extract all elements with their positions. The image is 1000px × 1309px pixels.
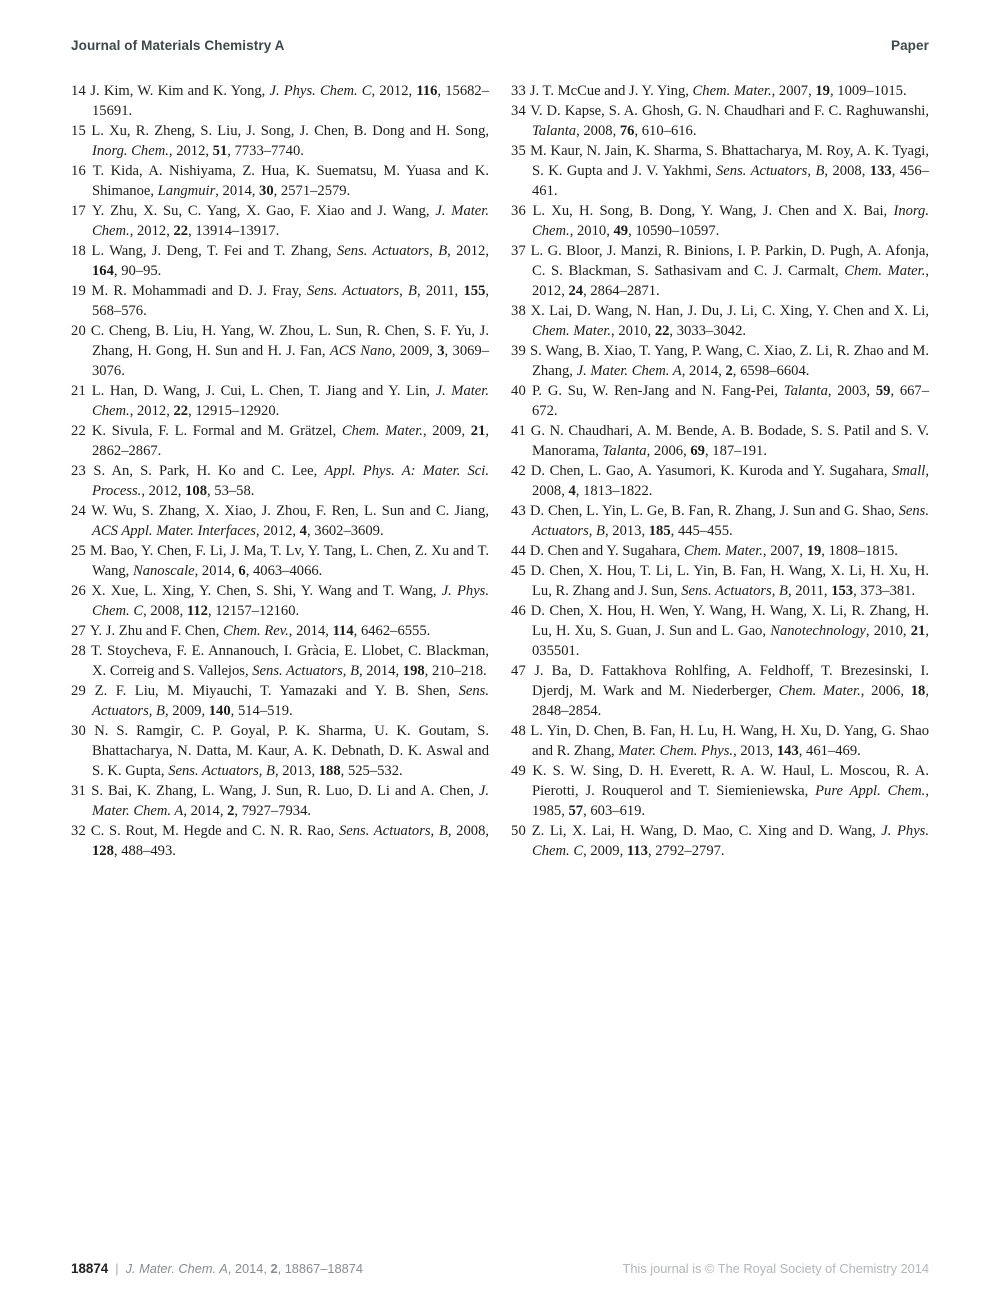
reference-number: 32 xyxy=(71,823,91,839)
reference-number: 48 xyxy=(511,723,531,739)
page-number: 18874 xyxy=(71,1261,109,1276)
reference-item: 47 J. Ba, D. Fattakhova Rohlfing, A. Feldhoff, T. Brezesinski, I. Djerdj, M. Wark and M. Niederberger, Chem. Mater., 2006, 18, 2848–2854. xyxy=(511,663,929,719)
reference-item: 28 T. Stoycheva, F. E. Annanouch, I. Gràcia, E. Llobet, C. Blackman, X. Correig and S. Vallejos, Sens. Actuators, B, 2014, 198, 210–218. xyxy=(71,643,490,679)
reference-number: 21 xyxy=(71,383,92,399)
reference-number: 22 xyxy=(71,423,92,439)
reference-number: 47 xyxy=(511,663,535,679)
page-header xyxy=(71,38,929,53)
footer-separator: | xyxy=(115,1261,119,1276)
reference-number: 49 xyxy=(511,763,533,779)
reference-item: 17 Y. Zhu, X. Su, C. Yang, X. Gao, F. Xiao and J. Wang, J. Mater. Chem., 2012, 22, 13914–13917. xyxy=(71,203,489,239)
reference-item: 34 V. D. Kapse, S. A. Ghosh, G. N. Chaudhari and F. C. Raghuwanshi, Talanta, 2008, 76, 610–616. xyxy=(511,103,930,139)
reference-number: 30 xyxy=(71,723,95,739)
reference-number: 44 xyxy=(511,543,530,559)
reference-number: 42 xyxy=(511,463,531,479)
reference-number: 38 xyxy=(511,303,531,319)
reference-number: 39 xyxy=(511,343,531,359)
reference-item: 14 J. Kim, W. Kim and K. Yong, J. Phys. Chem. C, 2012, 116, 15682–15691. xyxy=(71,83,490,119)
reference-item: 18 L. Wang, J. Deng, T. Fei and T. Zhang, Sens. Actuators, B, 2012, 164, 90–95. xyxy=(71,243,489,279)
reference-number: 26 xyxy=(71,583,92,599)
reference-item: 16 T. Kida, A. Nishiyama, Z. Hua, K. Suematsu, M. Yuasa and K. Shimanoe, Langmuir, 2014, 30, 2571–2579. xyxy=(71,163,489,199)
reference-item: 31 S. Bai, K. Zhang, L. Wang, J. Sun, R. Luo, D. Li and A. Chen, J. Mater. Chem. A, 2014, 2, 7927–7934. xyxy=(71,783,490,819)
reference-number: 35 xyxy=(511,143,531,159)
journal-title: Journal of Materials Chemistry A xyxy=(71,38,285,53)
references-column-left xyxy=(71,81,489,861)
reference-number: 27 xyxy=(71,623,90,639)
reference-item: 19 M. R. Mohammadi and D. J. Fray, Sens. Actuators, B, 2011, 155, 568–576. xyxy=(71,283,490,319)
reference-item: 44 D. Chen and Y. Sugahara, Chem. Mater., 2007, 19, 1808–1815. xyxy=(511,543,898,559)
reference-number: 41 xyxy=(511,423,531,439)
journal-citation: J. Mater. Chem. A, 2014, 2, 18867–18874 xyxy=(125,1261,363,1276)
reference-item: 39 S. Wang, B. Xiao, T. Yang, P. Wang, C. Xiao, Z. Li, R. Zhao and M. Zhang, J. Mater. Chem. A, 2014, 2, 6598–6604. xyxy=(511,343,929,379)
reference-item: 21 L. Han, D. Wang, J. Cui, L. Chen, T. Jiang and Y. Lin, J. Mater. Chem., 2012, 22, 12915–12920. xyxy=(71,383,489,419)
reference-item: 50 Z. Li, X. Lai, H. Wang, D. Mao, C. Xing and D. Wang, J. Phys. Chem. C, 2009, 113, 2792–2797. xyxy=(511,823,930,859)
reference-number: 17 xyxy=(71,203,92,219)
reference-item: 49 K. S. W. Sing, D. H. Everett, R. A. W. Haul, L. Moscou, R. A. Pierotti, J. Rouquerol and T. Siemieniewska, Pure Appl. Chem., 1985, 57, 603–619. xyxy=(511,763,929,819)
reference-number: 36 xyxy=(511,203,533,219)
reference-number: 46 xyxy=(511,603,531,619)
reference-item: 45 D. Chen, X. Hou, T. Li, L. Yin, B. Fan, H. Wang, X. Li, H. Xu, H. Lu, R. Zhang and J. Sun, Sens. Actuators, B, 2011, 153, 373–381. xyxy=(511,563,929,599)
reference-item: 48 L. Yin, D. Chen, B. Fan, H. Lu, H. Wang, H. Xu, D. Yang, G. Shao and R. Zhang, Mater. Chem. Phys., 2013, 143, 461–469. xyxy=(511,723,929,759)
reference-number: 45 xyxy=(511,563,531,579)
reference-number: 29 xyxy=(71,683,95,699)
reference-number: 33 xyxy=(511,83,530,99)
reference-item: 43 D. Chen, L. Yin, L. Ge, B. Fan, R. Zhang, J. Sun and G. Shao, Sens. Actuators, B, 2013, 185, 445–455. xyxy=(511,503,930,539)
reference-item: 33 J. T. McCue and J. Y. Ying, Chem. Mater., 2007, 19, 1009–1015. xyxy=(511,83,907,99)
reference-number: 40 xyxy=(511,383,532,399)
reference-item: 36 L. Xu, H. Song, B. Dong, Y. Wang, J. Chen and X. Bai, Inorg. Chem., 2010, 49, 10590–10597. xyxy=(511,203,929,239)
article-type-label: Paper xyxy=(890,38,929,53)
footer-citation-block xyxy=(71,1261,363,1276)
reference-number: 37 xyxy=(511,243,531,259)
reference-item: 26 X. Xue, L. Xing, Y. Chen, S. Shi, Y. Wang and T. Wang, J. Phys. Chem. C, 2008, 112, 12157–12160. xyxy=(71,583,489,619)
reference-item: 22 K. Sivula, F. L. Formal and M. Grätzel, Chem. Mater., 2009, 21, 2862–2867. xyxy=(71,423,490,459)
reference-item: 15 L. Xu, R. Zheng, S. Liu, J. Song, J. Chen, B. Dong and H. Song, Inorg. Chem., 2012, 51, 7733–7740. xyxy=(71,123,490,159)
reference-item: 32 C. S. Rout, M. Hegde and C. N. R. Rao, Sens. Actuators, B, 2008, 128, 488–493. xyxy=(71,823,490,859)
reference-item: 30 N. S. Ramgir, C. P. Goyal, P. K. Sharma, U. K. Goutam, S. Bhattacharya, N. Datta, M. Kaur, A. K. Debnath, D. K. Aswal and S. K. Gupta, Sens. Actuators, B, 2013, 188, 525–532. xyxy=(71,723,490,779)
reference-number: 20 xyxy=(71,323,91,339)
reference-number: 16 xyxy=(71,163,93,179)
references-section xyxy=(71,81,929,861)
reference-number: 23 xyxy=(71,463,94,479)
reference-item: 27 Y. J. Zhu and F. Chen, Chem. Rev., 2014, 114, 6462–6555. xyxy=(71,623,431,639)
reference-number: 43 xyxy=(511,503,530,519)
reference-number: 19 xyxy=(71,283,92,299)
reference-number: 34 xyxy=(511,103,531,119)
copyright-notice: This journal is © The Royal Society of Chemistry 2014 xyxy=(622,1261,929,1276)
reference-item: 25 M. Bao, Y. Chen, F. Li, J. Ma, T. Lv, Y. Tang, L. Chen, Z. Xu and T. Wang, Nanoscale, 2014, 6, 4063–4066. xyxy=(71,543,490,579)
page-footer xyxy=(71,1261,929,1276)
reference-item: 20 C. Cheng, B. Liu, H. Yang, W. Zhou, L. Sun, R. Chen, S. F. Yu, J. Zhang, H. Gong, H. Sun and H. J. Fan, ACS Nano, 2009, 3, 3069–3076. xyxy=(71,323,490,379)
reference-number: 25 xyxy=(71,543,91,559)
reference-item: 24 W. Wu, S. Zhang, X. Xiao, J. Zhou, F. Ren, L. Sun and C. Jiang, ACS Appl. Mater. Interfaces, 2012, 4, 3602–3609. xyxy=(71,503,490,539)
references-column-right xyxy=(511,81,929,861)
reference-item: 37 L. G. Bloor, J. Manzi, R. Binions, I. P. Parkin, D. Pugh, A. Afonja, C. S. Blackman, S. Sathasivam and C. J. Carmalt, Chem. Mater., 2012, 24, 2864–2871. xyxy=(511,243,930,299)
reference-item: 23 S. An, S. Park, H. Ko and C. Lee, Appl. Phys. A: Mater. Sci. Process., 2012, 108, 53–58. xyxy=(71,463,489,499)
reference-item: 38 X. Lai, D. Wang, N. Han, J. Du, J. Li, C. Xing, Y. Chen and X. Li, Chem. Mater., 2010, 22, 3033–3042. xyxy=(511,303,929,339)
reference-item: 46 D. Chen, X. Hou, H. Wen, Y. Wang, H. Wang, X. Li, R. Zhang, H. Lu, H. Xu, S. Guan, J. Sun and L. Gao, Nanotechnology, 2010, 21, 035501. xyxy=(511,603,929,659)
reference-number: 50 xyxy=(511,823,532,839)
reference-number: 28 xyxy=(71,643,91,659)
reference-item: 40 P. G. Su, W. Ren-Jang and N. Fang-Pei, Talanta, 2003, 59, 667–672. xyxy=(511,383,930,419)
reference-item: 42 D. Chen, L. Gao, A. Yasumori, K. Kuroda and Y. Sugahara, Small, 2008, 4, 1813–1822. xyxy=(511,463,929,499)
reference-number: 15 xyxy=(71,123,92,139)
reference-number: 31 xyxy=(71,783,92,799)
reference-item: 35 M. Kaur, N. Jain, K. Sharma, S. Bhattacharya, M. Roy, A. K. Tyagi, S. K. Gupta and J. V. Yakhmi, Sens. Actuators, B, 2008, 133, 456–461. xyxy=(511,143,930,199)
reference-item: 29 Z. F. Liu, M. Miyauchi, T. Yamazaki and Y. B. Shen, Sens. Actuators, B, 2009, 140, 514–519. xyxy=(71,683,489,719)
reference-number: 24 xyxy=(71,503,92,519)
reference-number: 18 xyxy=(71,243,92,259)
reference-item: 41 G. N. Chaudhari, A. M. Bende, A. B. Bodade, S. S. Patil and S. V. Manorama, Talanta, 2006, 69, 187–191. xyxy=(511,423,929,459)
reference-number: 14 xyxy=(71,83,91,99)
